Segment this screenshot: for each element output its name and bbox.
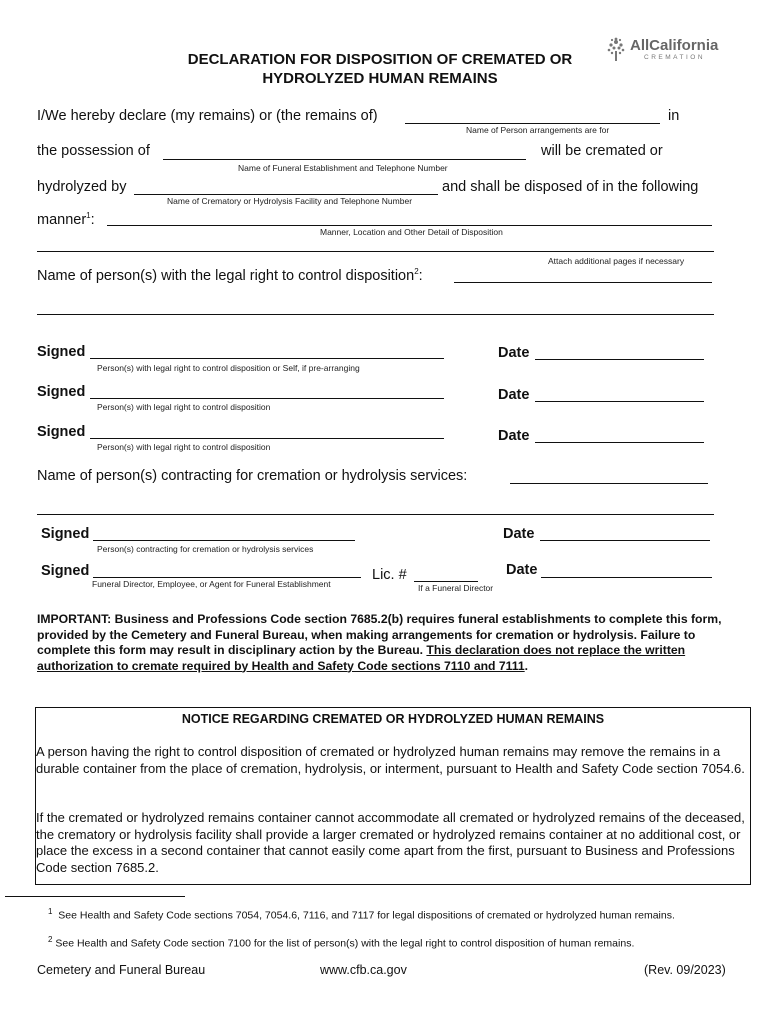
notice-paragraph-2: If the cremated or hydrolyzed remains container cannot accommodate all cremated or hydrolyzed remains of the deceased, the crematory or hydrolysis facility shall provide a larger cremated or hydrolyzed remains container at no additional cost, or place the excess in a second container that cannot easily come apart from the first, pursuant to Business and Professions Code section 7685.2. [36, 810, 745, 875]
declaration-line2-suffix: will be cremated or [541, 143, 663, 159]
contract-date-field-2[interactable] [541, 577, 712, 578]
signed-label-2: Signed [37, 384, 86, 400]
footnote-2: $^2$ See Health and Safety Code section 7100 for the list of person(s) with the legal right to control disposition of human remains. [48, 935, 635, 950]
contract-date-label-1: Date [503, 526, 535, 542]
signed-label-1: Signed [37, 344, 86, 360]
lic-caption: If a Funeral Director [418, 583, 494, 593]
signature-field-1[interactable] [90, 358, 444, 359]
contracting-name-field[interactable] [510, 483, 708, 484]
deceased-name-field[interactable] [405, 123, 660, 124]
contract-date-label-2: Date [506, 562, 538, 578]
attach-pages-note: Attach additional pages if necessary [548, 256, 685, 266]
form-title-line2: HYDROLYZED HUMAN REMAINS [262, 70, 498, 87]
contract-signature-field-1[interactable] [93, 540, 355, 541]
contract-signature-caption-1: Person(s) contracting for cremation or hydrolysis services [97, 544, 314, 554]
signature-caption-2: Person(s) with legal right to control disposition [97, 402, 271, 412]
crematory-facility-field[interactable] [134, 194, 438, 195]
declaration-line1-suffix: in [668, 108, 680, 124]
footnote-1: $^1$ See Health and Safety Code sections 7054, 7054.6, 7116, and 7117 for legal dispositions of cremated or hydrolyzed human remains. [48, 907, 675, 922]
funeral-establishment-caption: Name of Funeral Establishment and Telephone Number [238, 163, 448, 173]
notice-title: NOTICE REGARDING CREMATED OR HYDROLYZED HUMAN REMAINS [181, 712, 605, 726]
footer-bureau: Cemetery and Funeral Bureau [37, 963, 206, 977]
date-field-1[interactable] [535, 359, 704, 360]
manner-of-disposition-field[interactable] [107, 225, 712, 226]
declaration-line3-label: hydrolyzed by [37, 179, 127, 195]
manner-caption: Manner, Location and Other Detail of Disposition [320, 227, 503, 237]
declaration-line1-label: I/We hereby declare (my remains) or (the remains of) [37, 108, 378, 124]
license-number-field[interactable] [414, 581, 478, 582]
contracting-label: Name of person(s) contracting for cremation or hydrolysis services: [37, 468, 468, 484]
declaration-line2-label: the possession of [37, 143, 150, 159]
logo-tagline: CREMATION [644, 54, 706, 61]
funeral-director-signature-field[interactable] [93, 577, 361, 578]
legal-right-label: Name of person(s) with the legal right to control disposition$^2$: [37, 267, 423, 284]
lic-label: Lic. # [372, 567, 407, 583]
legal-right-continuation-field[interactable] [37, 314, 714, 315]
signature-field-3[interactable] [90, 438, 444, 439]
signature-caption-3: Person(s) with legal right to control disposition [97, 442, 271, 452]
footer-revision: (Rev. 09/2023) [644, 963, 726, 977]
notice-paragraph-1: A person having the right to control disposition of cremated or hydrolyzed human remains may remove the remains in a durable container from the place of cremation, hydrolysis, or interment, pursuant to Health and Safety Code section 7054.6. [36, 744, 745, 776]
signed-label-3: Signed [37, 424, 86, 440]
footer-website[interactable]: www.cfb.ca.gov [320, 963, 407, 977]
deceased-name-caption: Name of Person arrangements are for [466, 125, 610, 135]
date-field-2[interactable] [535, 401, 704, 402]
notice-box [35, 707, 751, 885]
crematory-facility-caption: Name of Crematory or Hydrolysis Facility and Telephone Number [167, 196, 413, 206]
signature-field-2[interactable] [90, 398, 444, 399]
funeral-establishment-field[interactable] [163, 159, 526, 160]
form-title-line1: DECLARATION FOR DISPOSITION OF CREMATED OR [187, 51, 573, 68]
declaration-line3-suffix: and shall be disposed of in the following [442, 179, 699, 195]
signature-caption-1: Person(s) with legal right to control disposition or Self, if pre-arranging [97, 363, 360, 373]
contracting-continuation-field[interactable] [37, 514, 714, 515]
important-notice: IMPORTANT: Business and Professions Code section 7685.2(b) requires funeral establishments to complete this form, provided by the Cemetery and Funeral Bureau, when making arrangements for cremation or hydrolysis. Failure to complete this form may result in disciplinary action by the Bureau. This declaration does not replace the written authorization to cremate required by Health and Safety Code sections 7110 and 7111. [37, 612, 722, 673]
date-label-3: Date [498, 428, 530, 444]
date-field-3[interactable] [535, 442, 704, 443]
manner-continuation-field[interactable] [37, 251, 714, 252]
date-label-2: Date [498, 387, 530, 403]
legal-right-name-field[interactable] [454, 282, 712, 283]
contract-date-field-1[interactable] [540, 540, 710, 541]
funeral-director-caption: Funeral Director, Employee, or Agent for Funeral Establishment [92, 579, 331, 589]
logo-brand: AllCalifornia [630, 37, 719, 54]
footnote-divider [5, 896, 185, 897]
declaration-line4-label: manner$^1$: [37, 211, 95, 228]
date-label-1: Date [498, 345, 530, 361]
contract-signed-label-1: Signed [41, 526, 90, 542]
contract-signed-label-2: Signed [41, 563, 90, 579]
